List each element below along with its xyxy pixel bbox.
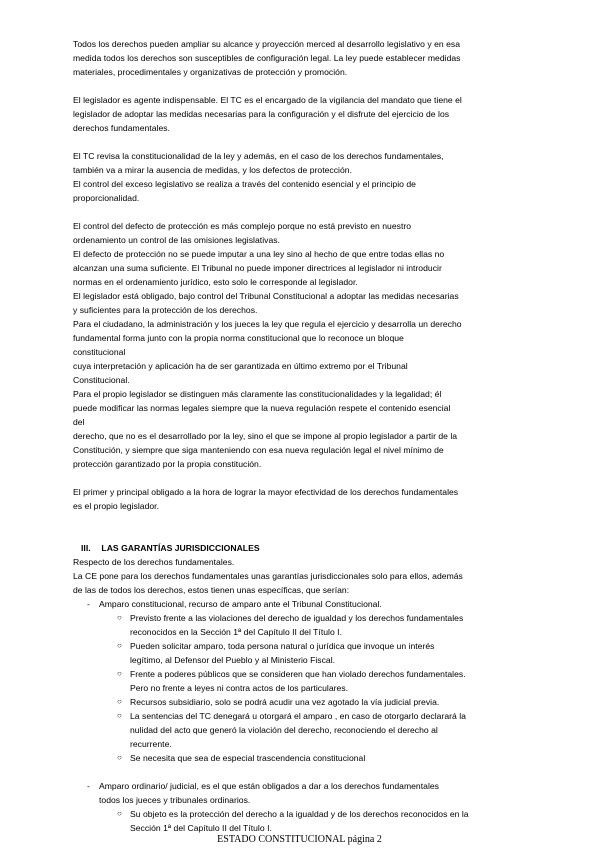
text-line: Previsto frente a las violaciones del derecho de igualdad y los derechos fundamentales xyxy=(130,613,464,623)
text-line: reconocidos en la Sección 1ª del Capítulo II del Título I. xyxy=(130,627,342,637)
text-line: y suficientes para la protección de los derechos. xyxy=(73,305,258,315)
text-line: Para el ciudadano, la administración y los jueces la ley que regula el ejercicio y desarrolla un derecho xyxy=(73,319,462,329)
dash-bullet: - xyxy=(87,781,90,791)
text-line: materiales, procedimentales y organizativas de protección y promoción. xyxy=(73,67,348,77)
paragraph-3 xyxy=(73,149,528,205)
sub-bullet-item xyxy=(117,667,528,695)
dash-bullet: - xyxy=(87,599,90,609)
text-line: legislador de adoptar las medidas necesarias para la configuración y el disfrute del ejercicio de los xyxy=(73,109,450,119)
text-line: El control del exceso legislativo se realiza a través del contenido esencial y el principio de xyxy=(73,179,416,189)
sub-bullet-item xyxy=(117,709,528,751)
list-item-text: todos los jueces y tribunales ordinarios. xyxy=(99,795,251,805)
list-item xyxy=(87,597,528,611)
text-line: Para el propio legislador se distinguen más claramente las constitucionalidades y la legalidad; él xyxy=(73,389,442,399)
text-line: La sentencias del TC denegará u otorgará el amparo , en caso de otorgarlo declarará la xyxy=(130,711,466,721)
text-line: Recursos subsidiario, solo se podrá acudir una vez agotado la vía judicial previa. xyxy=(130,697,440,707)
sub-bullet-item xyxy=(117,751,528,765)
text-line: Constitución, y siempre que siga manteniendo con esa nueva regulación legal el nivel mínimo de xyxy=(73,445,444,455)
text-line: Todos los derechos pueden ampliar su alcance y proyección merced al desarrollo legislativo y en esa xyxy=(73,39,460,49)
text-line: El defecto de protección no se puede imputar a una ley sino al hecho de que entre todas ellas no xyxy=(73,249,445,259)
text-line: del xyxy=(73,417,85,427)
circle-bullet-icon: ○ xyxy=(117,669,122,678)
paragraph-1 xyxy=(73,37,528,79)
text-line: La CE pone para los derechos fundamentales unas garantías jurisdiccionales solo para ellos, además xyxy=(73,571,463,581)
text-line: fundamental forma junto con la propia norma constitucional que lo reconoce un bloque xyxy=(73,333,404,343)
circle-bullet-icon: ○ xyxy=(117,809,122,818)
sub-bullet-item xyxy=(117,807,528,835)
text-line: puede modificar las normas legales siempre que la nueva regulación respete el contenido esencial xyxy=(73,403,451,413)
text-line: medida todos los derechos son susceptibles de configuración legal. La ley puede establecer medidas xyxy=(73,53,461,63)
section-heading xyxy=(73,541,528,555)
list-item-text: Amparo ordinario/ judicial, es el que están obligados a dar a los derechos fundamentales xyxy=(99,781,439,791)
text-line: Pueden solicitar amparo, toda persona natural o jurídica que invoque un interés xyxy=(130,641,435,651)
text-line: de las de todos los derechos, estos tienen unas específicas, que serían: xyxy=(73,585,350,595)
text-line: El legislador está obligado, bajo control del Tribunal Constitucional a adoptar las medidas necesarias xyxy=(73,291,459,301)
sub-bullet-item xyxy=(117,611,528,639)
list-item-text: Amparo constitucional, recurso de amparo ante el Tribunal Constitucional. xyxy=(99,599,382,609)
text-line: derechos fundamentales. xyxy=(73,123,170,133)
text-line: también va a mirar la ausencia de medidas, y los defectos de protección. xyxy=(73,165,352,175)
text-line: protección garantizado por la propia constitución. xyxy=(73,459,262,469)
text-line: es el propio legislador. xyxy=(73,501,159,511)
circle-bullet-icon: ○ xyxy=(117,753,122,762)
page-footer: ESTADO CONSTITUCIONAL página 2 xyxy=(217,834,382,845)
paragraph-2 xyxy=(73,93,528,135)
text-line: normas en el ordenamiento jurídico, esto solo le corresponde al legislador. xyxy=(73,277,358,287)
text-line: Frente a poderes públicos que se consideren que han violado derechos fundamentales. xyxy=(130,669,466,679)
text-line: El primer y principal obligado a la hora de lograr la mayor efectividad de los derechos fundamentales xyxy=(73,487,459,497)
list-item xyxy=(87,779,528,807)
text-line: Pero no frente a leyes ni contra actos de los particulares. xyxy=(130,683,349,693)
text-line: El legislador es agente indispensable. El TC es el encargado de la vigilancia del mandato que tiene el xyxy=(73,95,462,105)
circle-bullet-icon: ○ xyxy=(117,697,122,706)
sub-bullet-item xyxy=(117,695,528,709)
text-line: Su objeto es la protección del derecho a la igualdad y de los derechos reconocidos en la xyxy=(130,809,469,819)
sub-bullet-item xyxy=(117,639,528,667)
text-line: recurrente. xyxy=(130,739,172,749)
text-line: constitucional xyxy=(73,347,126,357)
text-line: nulidad del acto que generó la violación del derecho, reconociendo el derecho al xyxy=(130,725,438,735)
text-line: legítimo, al Defensor del Pueblo y al Ministerio Fiscal. xyxy=(130,655,336,665)
text-line: proporcionalidad. xyxy=(73,193,140,203)
text-line: cuya interpretación y aplicación ha de ser garantizada en último extremo por el Tribunal xyxy=(73,361,408,371)
section-number: III. xyxy=(81,543,91,553)
text-line: Respecto de los derechos fundamentales. xyxy=(73,557,235,567)
text-line: El TC revisa la constitucionalidad de la ley y además, en el caso de los derechos fundamentales, xyxy=(73,151,444,161)
text-line: Constitucional. xyxy=(73,375,130,385)
text-line: alcanzan una suma suficiente. El Tribunal no puede imponer directrices al legislador ni introducir xyxy=(73,263,442,273)
circle-bullet-icon: ○ xyxy=(117,711,122,720)
circle-bullet-icon: ○ xyxy=(117,613,122,622)
paragraph-4 xyxy=(73,219,528,471)
paragraph-5 xyxy=(73,485,528,513)
text-line: Sección 1ª del Capítulo II del Título I. xyxy=(130,823,272,833)
section-intro xyxy=(73,555,528,597)
text-line: derecho, que no es el desarrollado por la ley, sino el que se impone al propio legislador a partir de la xyxy=(73,431,458,441)
section-title: LAS GARANTÍAS JURISDICCIONALES xyxy=(101,543,260,553)
circle-bullet-icon: ○ xyxy=(117,641,122,650)
text-line: El control del defecto de protección es más complejo porque no está previsto en nuestro xyxy=(73,221,412,231)
text-line: ordenamiento un control de las omisiones legislativas. xyxy=(73,235,280,245)
text-line: Se necesita que sea de especial trascendencia constitucional xyxy=(130,753,366,763)
document-body xyxy=(73,37,528,835)
